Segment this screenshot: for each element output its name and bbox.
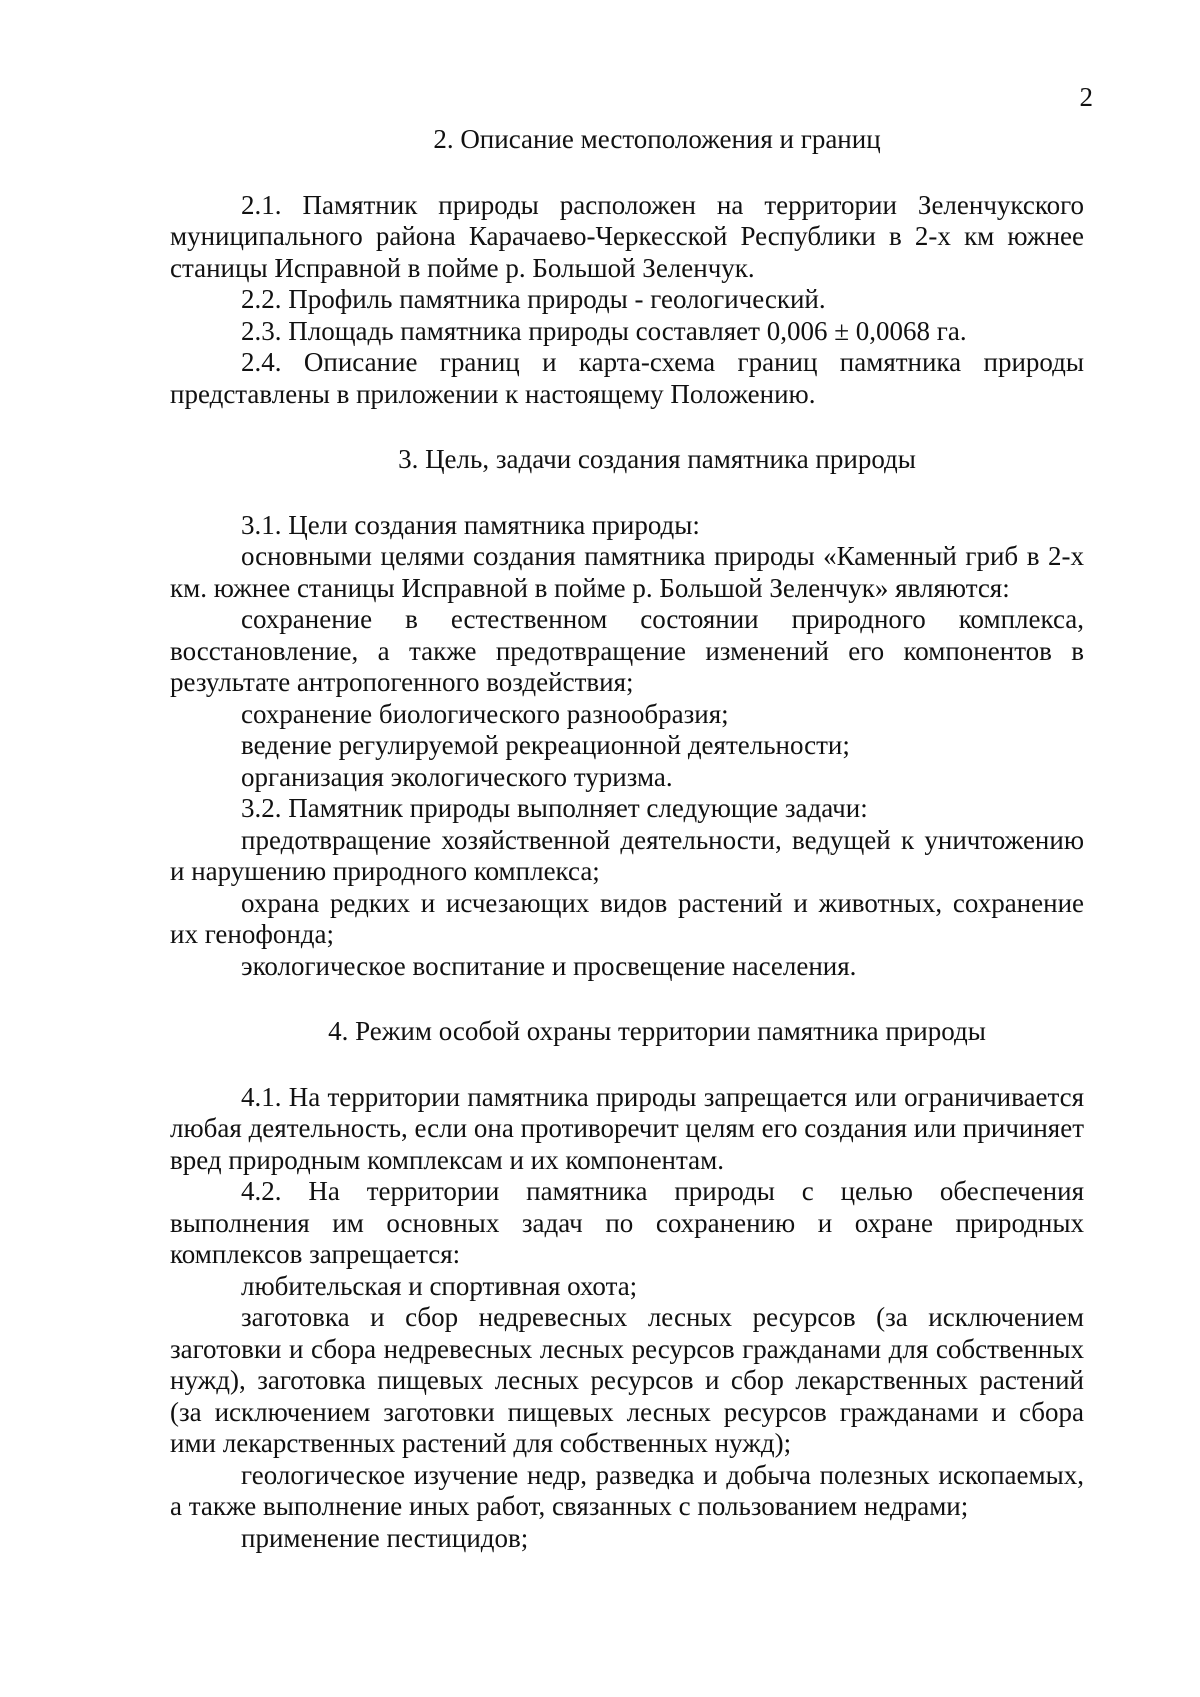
section-heading-2: 2. Описание местоположения и границ xyxy=(433,124,881,154)
list-item-goal-1: сохранение в естественном состоянии природного комплекса, восстановление, а также предотвращение изменений его компонентов в результате антропогенного воздействия; xyxy=(170,604,1084,697)
list-item-task-3: экологическое воспитание и просвещение населения. xyxy=(241,950,857,981)
paragraph-3-1: 3.1. Цели создания памятника природы: xyxy=(241,509,700,540)
paragraph-3-goals: основными целями создания памятника природы «Каменный гриб в 2-х км. южнее станицы Исправной в пойме р. Большой Зеленчук» являются: xyxy=(170,541,1084,603)
list-item-goal-4: организация экологического туризма. xyxy=(241,761,673,792)
paragraph-4-2: 4.2. На территории памятника природы с целью обеспечения выполнения им основных задач по сохранению и охране природных комплексов запрещается: xyxy=(170,1176,1084,1269)
list-item-prohibited-1: любительская и спортивная охота; xyxy=(241,1270,638,1301)
paragraph-3-2: 3.2. Памятник природы выполняет следующие задачи: xyxy=(241,793,868,823)
paragraph-2-3: 2.3. Площадь памятника природы составляет 0,006 ± 0,0068 га. xyxy=(241,315,967,346)
document-body xyxy=(170,122,1084,1554)
page-number: 2 xyxy=(1079,82,1093,112)
list-item-task-2: охрана редких и исчезающих видов растений и животных, сохранение их генофонда; xyxy=(170,887,1084,949)
list-item-goal-2: сохранение биологического разнообразия; xyxy=(241,698,729,729)
list-item-goal-3: ведение регулируемой рекреационной деятельности; xyxy=(241,730,850,760)
paragraph-2-1: 2.1. Памятник природы расположен на территории Зеленчукского муниципального района Карачаево-Черкесской Республики в 2-х км южнее станицы Исправной в пойме р. Большой Зеленчук. xyxy=(170,189,1084,283)
paragraph-2-2: 2.2. Профиль памятника природы - геологический. xyxy=(241,284,826,314)
paragraph-4-1: 4.1. На территории памятника природы запрещается или ограничивается любая деятельность, если она противоречит целям его создания или причиняет вред природным комплексам и их компонентам. xyxy=(170,1081,1084,1175)
list-item-prohibited-2: заготовка и сбор недревесных лесных ресурсов (за исключением заготовки и сбора недревесных лесных ресурсов гражданами для собственных нужд), заготовка пищевых лесных ресурсов и сбор лекарственных растений (за исключением заготовки пищевых лесных ресурсов гражданами и сбора ими лекарственных растений для собственных нужд); xyxy=(170,1302,1084,1458)
section-heading-3: 3. Цель, задачи создания памятника природы xyxy=(398,444,916,474)
list-item-prohibited-4: применение пестицидов; xyxy=(241,1522,529,1553)
list-item-task-1: предотвращение хозяйственной деятельности, ведущей к уничтожению и нарушению природного комплекса; xyxy=(170,824,1084,886)
section-heading-4: 4. Режим особой охраны территории памятника природы xyxy=(328,1016,986,1046)
paragraph-2-4: 2.4. Описание границ и карта-схема границ памятника природы представлены в приложении к настоящему Положению. xyxy=(170,347,1084,409)
list-item-prohibited-3: геологическое изучение недр, разведка и добыча полезных ископаемых, а также выполнение иных работ, связанных с пользованием недрами; xyxy=(170,1459,1084,1521)
